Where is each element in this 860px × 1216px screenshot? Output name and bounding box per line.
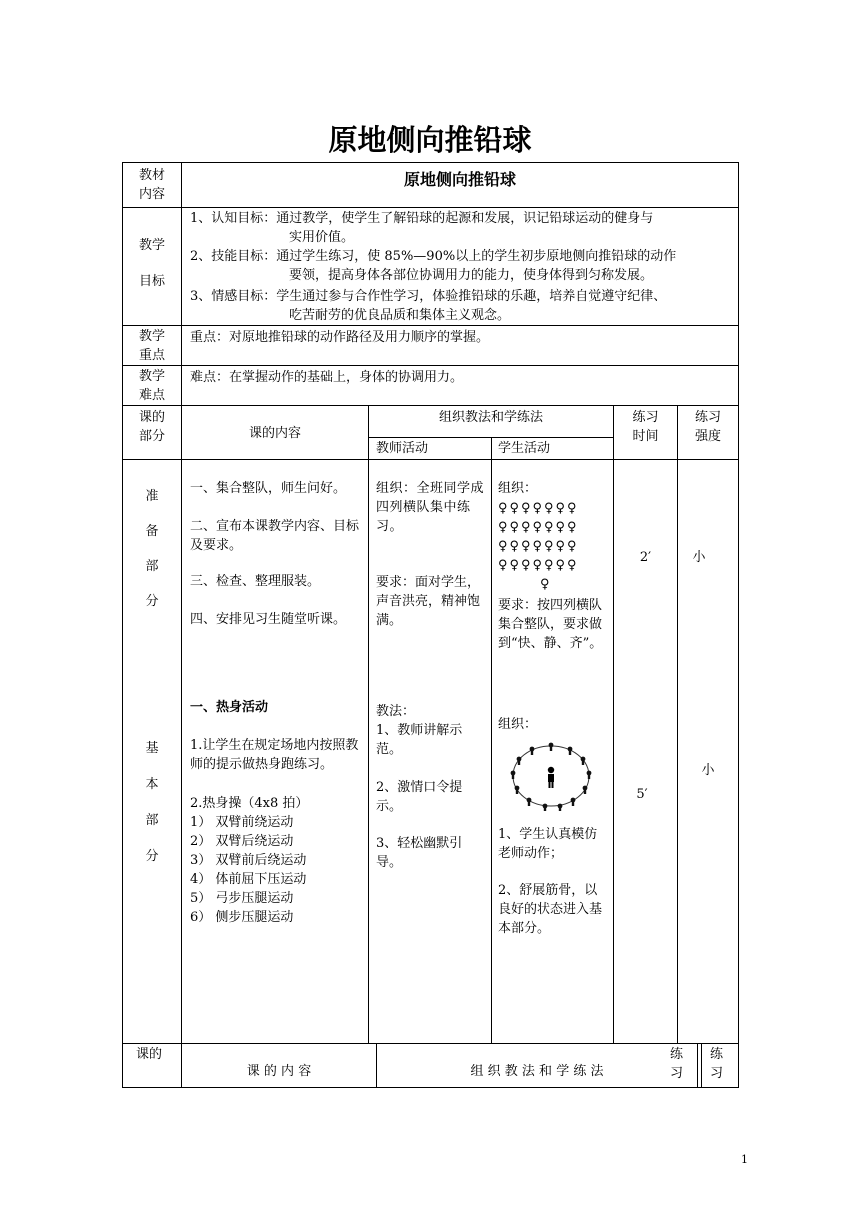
basic-intensity: 小 (701, 763, 715, 778)
basic-teacher-item: 3、轻松幽默引导。 (376, 836, 463, 870)
teacher-figure (548, 767, 554, 788)
basic-time: 5′ (636, 787, 648, 802)
warmup-heading: 一、热身活动 (190, 700, 269, 715)
list-item: 6） 侧步压腿运动 (190, 910, 294, 925)
footer-method-header: 组 织 教 法 和 学 练 法 (470, 1064, 604, 1079)
goal-item: 2、技能目标：通过学生练习，使 85%—90%以上的学生初步原地侧向推铅球的动作 要领，提高身体各部位协调用力的能力，使身体得到匀称发展。 (190, 249, 677, 283)
formation-diagram: ♀♀♀♀♀♀♀ ♀♀♀♀♀♀♀ ♀♀♀♀♀♀♀ ♀♀♀♀♀♀♀ ♀ (498, 501, 579, 592)
footer-practice-header: 练习 (670, 1047, 684, 1081)
prep-time: 2′ (639, 550, 652, 565)
material-value: 原地侧向推铅球 (403, 170, 516, 189)
warmup-run: 1.让学生在规定场地内按照教师的提示做热身跑练习。 (190, 738, 359, 772)
basic-teacher-item: 2、激情口令提示。 (376, 780, 463, 814)
footer-part-header: 课的 (136, 1047, 163, 1062)
list-item: 4） 体前屈下压运动 (190, 872, 307, 887)
prep-student-org: 组织： (498, 481, 538, 496)
goals-label: 教学 目标 (138, 238, 165, 289)
gym-title: 2.热身操（4x8 拍） (190, 796, 309, 811)
prep-item: 二、宣布本课教学内容、目标及要求。 (190, 519, 360, 553)
material-label: 教材 内容 (138, 168, 165, 202)
prep-part-label: 准 备 部 分 (145, 489, 159, 609)
prep-student-req: 要求：按四列横队集合整队，要求做到“快、静、齐”。 (498, 598, 603, 651)
page-number: 1 (741, 1153, 748, 1166)
list-item: 5） 弓步压腿运动 (190, 891, 294, 906)
prep-intensity: 小 (692, 550, 706, 565)
footer-content-header: 课 的 内 容 (246, 1064, 312, 1079)
list-item: 3） 双臂前后绕运动 (190, 853, 307, 868)
col-time-header: 练习 时间 (632, 410, 659, 444)
key-label: 教学 重点 (138, 329, 165, 363)
circle-formation-diagram (505, 740, 597, 812)
col-student-header: 学生活动 (498, 441, 551, 456)
col-method-header: 组织教法和学练法 (438, 410, 543, 425)
col-content-header: 课的内容 (248, 426, 301, 441)
goal-item: 1、认知目标：通过教学，使学生了解铅球的起源和发展，识记铅球运动的健身与 实用价值。 (190, 211, 654, 245)
footer-practice-header: 练习 (710, 1047, 724, 1081)
col-part-header: 课的 部分 (138, 410, 165, 444)
basic-student-org: 组织： (498, 717, 538, 732)
list-item: 1） 双臂前绕运动 (190, 815, 294, 830)
prep-teacher-req: 要求：面对学生，声音洪亮，精神饱满。 (376, 575, 481, 628)
list-item: 2） 双臂后绕运动 (190, 834, 294, 849)
gym-list (190, 813, 306, 927)
basic-student-item: 1、学生认真模仿老师动作； (498, 827, 598, 861)
col-intensity-header: 练习 强度 (694, 410, 721, 444)
page-title: 原地侧向推铅球 (328, 123, 532, 157)
difficulty-label: 教学 难点 (138, 369, 165, 403)
basic-teacher-title: 教法： (376, 704, 416, 719)
prep-teacher-org: 组织：全班同学成四列横队集中练习。 (376, 481, 485, 534)
key-value: 重点：对原地推铅球的动作路径及用力顺序的掌握。 (190, 330, 490, 345)
basic-student-item: 2、舒展筋骨，以良好的状态进入基本部分。 (498, 883, 603, 936)
goal-item: 3、情感目标：学生通过参与合作性学习，体验推铅球的乐趣，培养自觉遵守纪律、 吃苦耐劳的优良品质和集体主义观念。 (190, 289, 667, 323)
prep-item: 四、安排见习生随堂听课。 (190, 612, 347, 627)
basic-part-label: 基 本 部 分 (145, 741, 159, 864)
col-teacher-header: 教师活动 (376, 441, 429, 456)
prep-item: 三、检查、整理服装。 (190, 574, 321, 589)
difficulty-value: 难点：在掌握动作的基础上，身体的协调用力。 (190, 370, 464, 385)
prep-item: 一、集合整队，师生问好。 (190, 481, 347, 496)
basic-teacher-item: 1、教师讲解示范。 (376, 723, 463, 757)
